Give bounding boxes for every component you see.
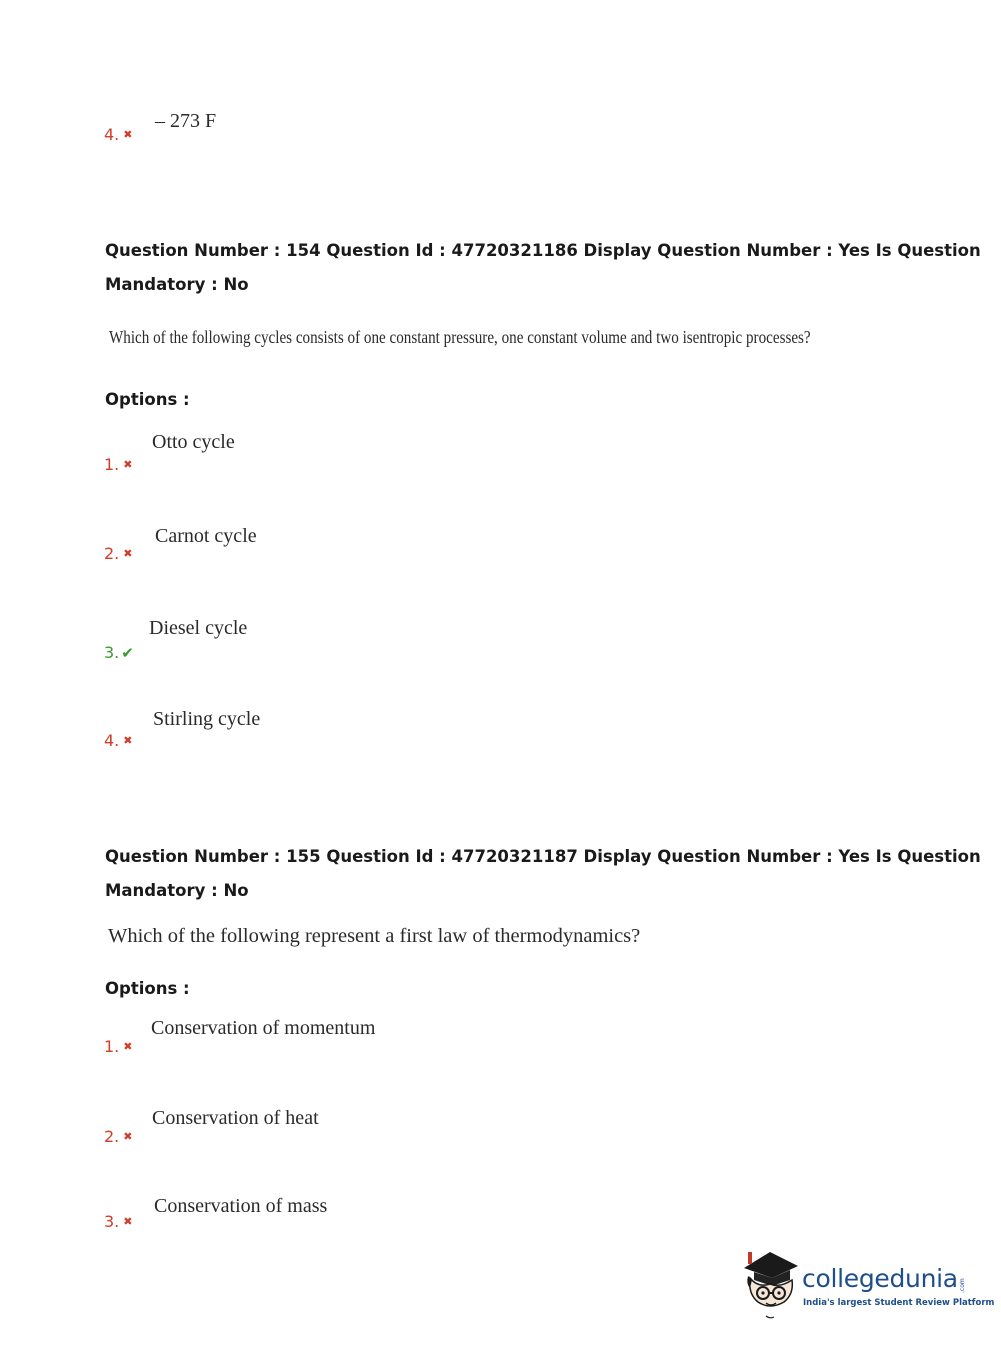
mascot-logo-icon	[740, 1248, 802, 1320]
option-number-label: 2.	[104, 544, 120, 563]
q154-header-line2: Mandatory : No	[105, 275, 249, 294]
q154-option-3-number	[104, 643, 134, 662]
cross-icon: ✖	[123, 1215, 133, 1228]
cross-icon: ✖	[123, 458, 133, 471]
check-icon: ✔	[121, 644, 134, 662]
q155-header-line1: Question Number : 155 Question Id : 47720321187 Display Question Number : Yes Is Question	[105, 847, 981, 866]
logo-wordmark: collegedunia	[802, 1264, 958, 1293]
q154-option-2-number	[104, 544, 132, 563]
cross-icon: ✖	[123, 547, 133, 560]
q155-option-2-number	[104, 1127, 132, 1146]
prev-option-4-number	[104, 125, 132, 144]
option-number-label: 4.	[104, 731, 120, 750]
q155-options-label: Options :	[105, 979, 190, 998]
q154-options-label: Options :	[105, 390, 190, 409]
option-number-label: 1.	[104, 455, 120, 474]
option-number-label: 3.	[104, 1212, 120, 1231]
option-number-label: 3.	[104, 643, 120, 662]
q155-option-2-text: Conservation of heat	[152, 1107, 319, 1129]
q155-option-1-number	[104, 1037, 132, 1056]
q155-option-3-number	[104, 1212, 132, 1231]
q154-option-4-text: Stirling cycle	[153, 708, 261, 730]
q154-option-1-text: Otto cycle	[152, 431, 235, 453]
q155-option-3-text: Conservation of mass	[154, 1195, 328, 1217]
q155-header-line2: Mandatory : No	[105, 881, 249, 900]
logo-domain-suffix: .com	[959, 1278, 966, 1293]
logo-tagline: India's largest Student Review Platform	[803, 1298, 995, 1308]
cross-icon: ✖	[123, 128, 133, 141]
q154-option-2-text: Carnot cycle	[155, 525, 257, 547]
cross-icon: ✖	[123, 1040, 133, 1053]
q155-option-1-text: Conservation of momentum	[151, 1017, 376, 1039]
q154-option-4-number	[104, 731, 132, 750]
q154-option-3-text: Diesel cycle	[149, 617, 248, 639]
cross-icon: ✖	[123, 734, 133, 747]
prev-option-4-text: – 273 F	[155, 110, 217, 132]
q154-option-1-number	[104, 455, 132, 474]
q155-question-text: Which of the following represent a first law of thermodynamics?	[108, 925, 641, 947]
q154-question-text: Which of the following cycles consists of one constant pressure, one constant volume and two isentropic processes?	[109, 327, 811, 347]
option-number-label: 1.	[104, 1037, 120, 1056]
option-number-label: 4.	[104, 125, 120, 144]
q154-header-line1: Question Number : 154 Question Id : 47720321186 Display Question Number : Yes Is Question	[105, 241, 981, 260]
cross-icon: ✖	[123, 1130, 133, 1143]
option-number-label: 2.	[104, 1127, 120, 1146]
